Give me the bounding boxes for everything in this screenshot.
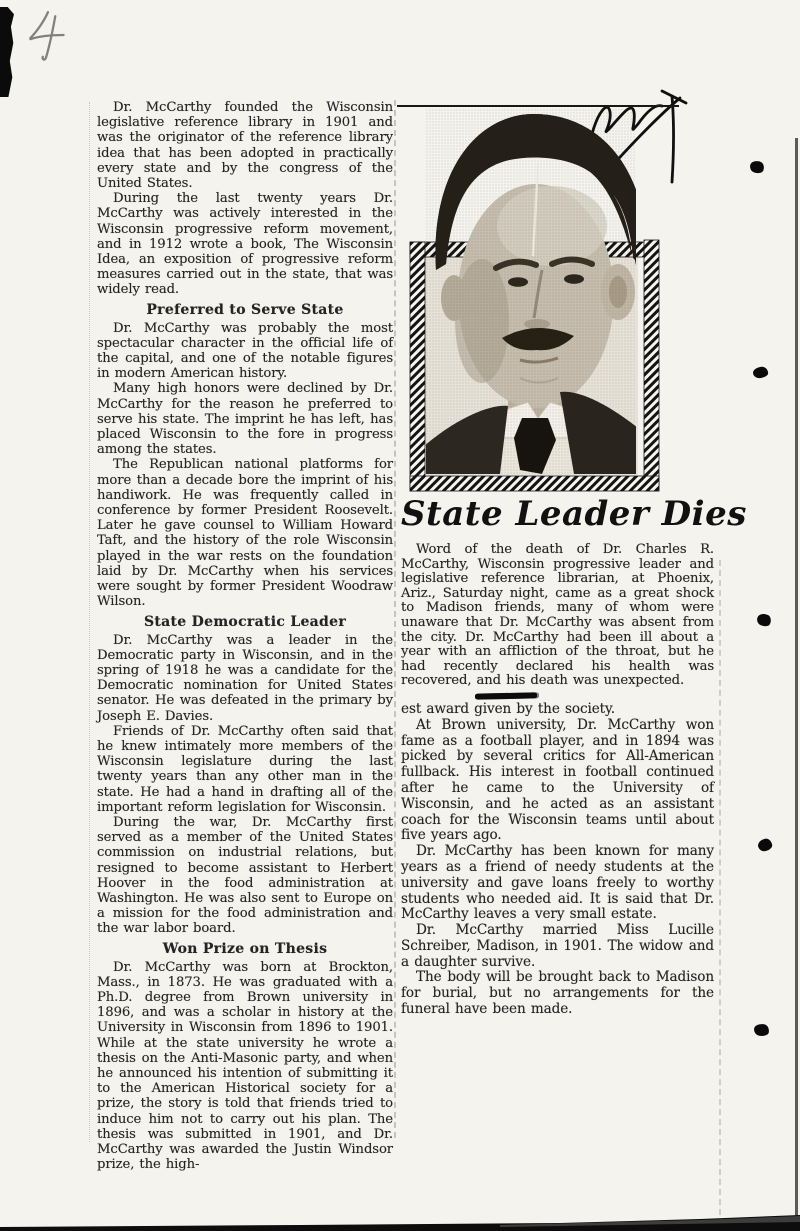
article-paragraph: Dr. McCarthy has been known for many years as a friend of needy students at the university and gave loans freely to worthy students who needed aid. It is said that Dr. McCarthy leaves a very small estate. xyxy=(401,843,714,923)
article-paragraph: Many high honors were declined by Dr. McCarthy for the reason he preferred to serve his state. The imprint he has left, has placed Wisconsin to the fore in progress among the states. xyxy=(97,381,393,458)
article-paragraph: During the last twenty years Dr. McCarthy was actively interested in the Wisconsin progressive reform movement, and in 1912 wrote a book, The Wisconsin Idea, an exposition of progressive reform measures carried out in the state, that was widely read. xyxy=(97,191,393,298)
article-paragraph: Dr. McCarthy was probably the most spectacular character in the official life of the capital, and one of the notable figures in modern American history. xyxy=(97,320,393,382)
ink-blot xyxy=(757,837,774,852)
handwritten-page-number xyxy=(26,8,70,64)
article-paragraph-continuation: est award given by the society. xyxy=(401,700,616,717)
ink-smear xyxy=(475,692,537,699)
clipping-cut-line-left xyxy=(89,102,90,1142)
portrait-figure xyxy=(424,108,648,474)
article-paragraph: Dr. McCarthy founded the Wisconsin legislative reference library in 1901 and was the originator of the reference library idea that has been adopted in practically every state and by the congress of the United States. xyxy=(97,100,393,192)
article-paragraph: Dr. McCarthy married Miss Lucille Schreiber, Madison, in 1901. The widow and a daughter survive. xyxy=(401,922,714,970)
ink-blot xyxy=(755,612,772,628)
article-paragraph: During the war, Dr. McCarthy first served as a member of the United States commission on industrial relations, but resigned to become assistant to Herbert Hoover in the food administration at Washington. He was also sent to Europe on a mission for the food administration and the war labor board. xyxy=(97,814,393,937)
portrait-photo xyxy=(402,106,660,492)
article-paragraph: Dr. McCarthy was a leader in the Democratic party in Wisconsin, and in the spring of 1918 he was a candidate for the Democratic nomination for United States senator. He was defeated in the primary by Joseph E. Davies. xyxy=(97,632,393,724)
ink-blot xyxy=(752,366,768,379)
headline: State Leader Dies xyxy=(401,494,747,534)
article-paragraph: The Republican national platforms for more than a decade bore the imprint of his handiwork. He was frequently called in conference by former President Roosevelt. Later he gave counsel to William Howard Taft, and the history of the role Wisconsin played in the war rests on the foundation laid by Dr. McCarthy when his services were sought by former President Woodraw Wilson. xyxy=(97,457,393,610)
section-heading-won-prize-on-thesis: Won Prize on Thesis xyxy=(162,940,328,957)
scan-edge-line xyxy=(795,138,798,1231)
article-paragraph: Dr. McCarthy was born at Brockton, Mass., in 1873. He was graduated with a Ph.D. degree from Brown university in 1896, and was a scholar in history at the University in Wisconsin from 1896 to 1901. While at the state university he wrote a thesis on the Anti-Masonic party, and when he announced his intention of submitting it to the American Historical society for a prize, the story is told that friends tried to induce him not to carry out his plan. The thesis was submitted in 1901, and Dr. McCarthy was awarded the Justin Windsor prize, the high- xyxy=(97,959,393,1173)
section-heading-preferred-to-serve-state: Preferred to Serve State xyxy=(146,301,344,318)
article-paragraph: Friends of Dr. McCarthy often said that he knew intimately more members of the Wisconsin legislature during the last twenty years than any other man in the state. He had a hand in drafting all of the important reform legislation for Wisconsin. xyxy=(97,723,393,815)
article-paragraph: The body will be brought back to Madison for burial, but no arrangements for the funeral have been made. xyxy=(401,969,714,1018)
scan-bottom-band xyxy=(0,1213,800,1231)
ink-blot xyxy=(749,159,765,174)
article-paragraph: Word of the death of Dr. Charles R. McCarthy, Wisconsin progressive leader and legislative reference librarian, at Phoenix, Ariz., Saturday night, came as a great shock to Madison friends, many of whom were unaware that Dr. McCarthy was absent from the city. Dr. McCarthy had been ill about a year with an affliction of the throat, but he had recently declared his health was recovered, and his death was unexpected. xyxy=(401,542,714,689)
ink-blot xyxy=(753,1023,769,1037)
section-heading-state-democratic-leader: State Democratic Leader xyxy=(143,613,347,630)
right-article-column xyxy=(401,494,747,1018)
scan-edge-mark xyxy=(0,7,14,97)
clipping-cut-line-right xyxy=(719,560,721,1215)
left-article-column xyxy=(97,100,393,1172)
article-paragraph: At Brown university, Dr. McCarthy won fame as a football player, and in 1894 was picked by several critics for All-American fullback. His interest in football continued after he came to the University of Wisconsin, and he acted as an assistant coach for the Wisconsin teams until about five years ago. xyxy=(401,716,714,844)
column-rule xyxy=(394,100,396,1138)
